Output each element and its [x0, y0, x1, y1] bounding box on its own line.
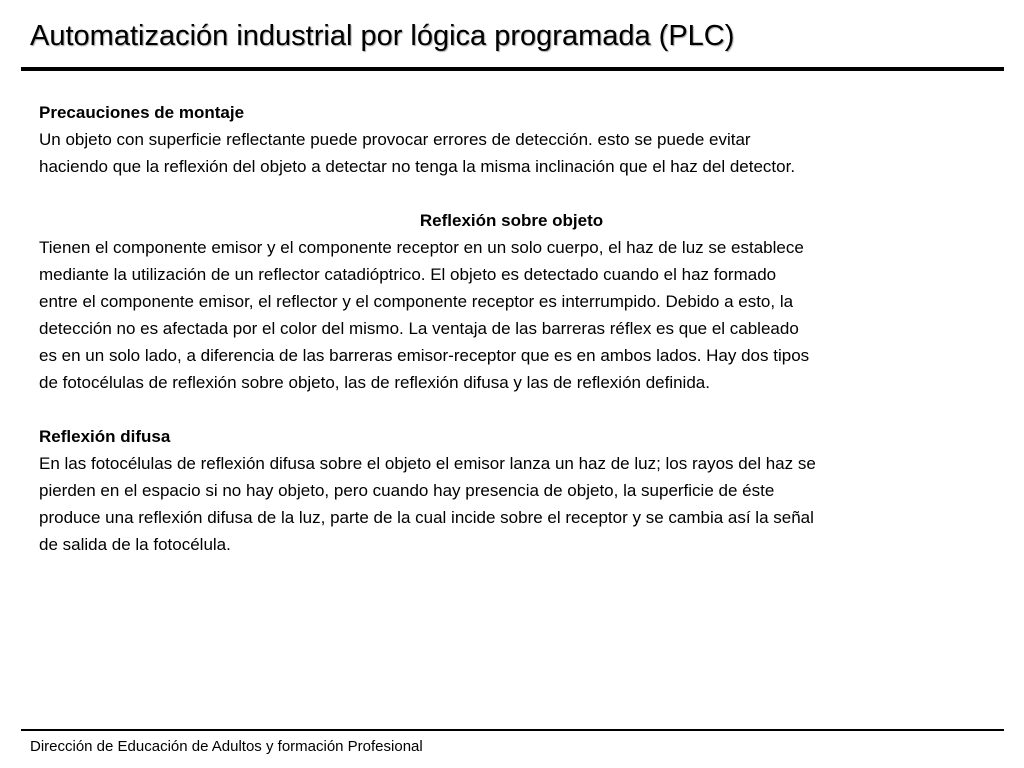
footer-divider — [21, 729, 1004, 731]
slide-title: Automatización industrial por lógica programada (PLC) — [30, 20, 735, 52]
body-line: haciendo que la reflexión del objeto a detectar no tenga la misma inclinación que el haz del detector. — [39, 157, 796, 176]
body-line: de fotocélulas de reflexión sobre objeto, las de reflexión difusa y las de reflexión definida. — [39, 373, 710, 392]
body-line: Un objeto con superficie reflectante puede provocar errores de detección. esto se puede evitar — [39, 130, 751, 149]
body-line: produce una reflexión difusa de la luz, parte de la cual incide sobre el receptor y se cambia así la señal — [39, 508, 814, 527]
slide-body — [39, 99, 984, 558]
body-line: pierden en el espacio si no hay objeto, pero cuando hay presencia de objeto, la superficie de éste — [39, 481, 775, 500]
section-heading-precauciones: Precauciones de montaje — [39, 103, 245, 122]
section-heading-reflexion-objeto: Reflexión sobre objeto — [419, 211, 604, 230]
body-line: entre el componente emisor, el reflector y el componente receptor es interrumpido. Debido a esto, la — [39, 292, 794, 311]
body-line: Tienen el componente emisor y el componente receptor en un solo cuerpo, el haz de luz se establece — [39, 238, 804, 257]
body-line: detección no es afectada por el color del mismo. La ventaja de las barreras réflex es que el cableado — [39, 319, 799, 338]
body-line: mediante la utilización de un reflector catadióptrico. El objeto es detectado cuando el haz formado — [39, 265, 777, 284]
title-divider — [21, 67, 1004, 71]
footer-text: Dirección de Educación de Adultos y formación Profesional — [30, 738, 423, 755]
body-line: En las fotocélulas de reflexión difusa sobre el objeto el emisor lanza un haz de luz; los rayos del haz se — [39, 454, 816, 473]
body-line: es en un solo lado, a diferencia de las barreras emisor-receptor que es en ambos lados. Hay dos tipos — [39, 346, 810, 365]
section-heading-reflexion-difusa: Reflexión difusa — [39, 427, 171, 446]
paragraph-spacer — [39, 180, 984, 207]
paragraph-spacer — [39, 396, 984, 423]
body-line: de salida de la fotocélula. — [39, 535, 231, 554]
